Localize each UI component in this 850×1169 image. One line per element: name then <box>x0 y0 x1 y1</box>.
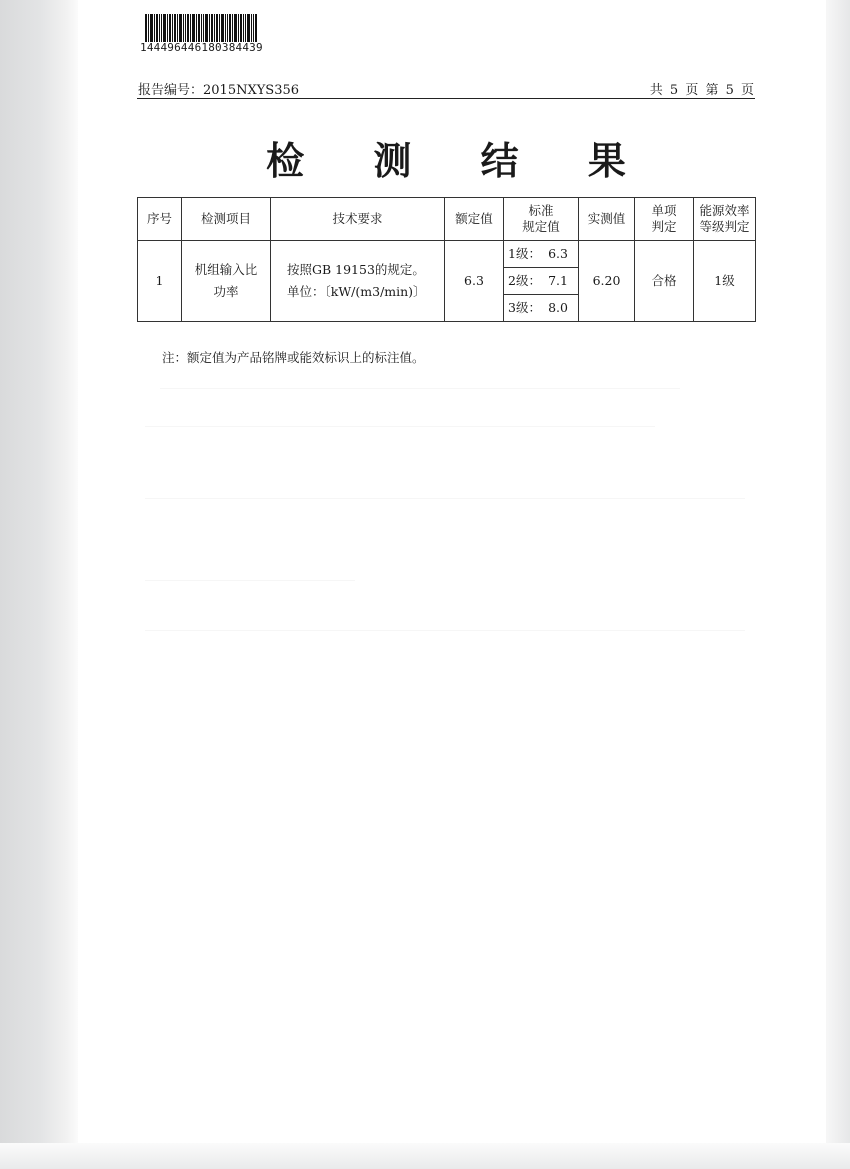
show-through-trace <box>160 388 680 389</box>
cell-item <box>182 241 271 322</box>
header-grade-judgement <box>694 198 756 241</box>
show-through-trace <box>145 580 355 581</box>
show-through-trace <box>145 498 745 499</box>
header-grade-line1: 能源效率 <box>699 203 750 218</box>
header-standard <box>504 198 579 241</box>
header-item: 检测项目 <box>182 198 271 241</box>
standard-grade-3 <box>504 295 578 321</box>
standard-grade-2 <box>504 268 578 295</box>
cell-standard <box>504 241 579 322</box>
standard-grade-2-value: 7.1 <box>548 273 568 288</box>
show-through-trace <box>145 426 655 427</box>
page-title: 检 测 结 果 <box>266 138 654 183</box>
cell-single-judgement: 合格 <box>635 241 694 322</box>
standard-grade-1-value: 6.3 <box>548 246 568 261</box>
cell-requirement-line2: 单位：〔kW/(m3/min)〕 <box>287 284 426 299</box>
results-table <box>137 197 756 322</box>
header-single-line2: 判定 <box>651 219 677 234</box>
header-standard-line2: 规定值 <box>522 219 560 234</box>
standard-grade-3-label: 3级： <box>508 300 541 315</box>
standard-grade-1 <box>504 241 578 268</box>
cell-requirement-line1: 按照GB 19153的规定。 <box>287 262 425 277</box>
report-number: 报告编号：2015NXYS356 <box>138 83 300 98</box>
table-row <box>138 241 756 322</box>
table-header-row <box>138 198 756 241</box>
page-counter: 共 5 页 第 5 页 <box>649 83 754 98</box>
barcode-image <box>145 14 257 42</box>
header-rated: 额定值 <box>445 198 504 241</box>
cell-grade-judgement: 1级 <box>694 241 756 322</box>
header-measured: 实测值 <box>579 198 635 241</box>
header-grade-line2: 等级判定 <box>699 219 750 234</box>
header-single-line1: 单项 <box>651 203 677 218</box>
standard-grade-2-label: 2级： <box>508 273 541 288</box>
header-requirement: 技术要求 <box>271 198 445 241</box>
standard-grade-1-label: 1级： <box>508 246 541 261</box>
header-standard-line1: 标准 <box>528 203 554 218</box>
header-seq: 序号 <box>138 198 182 241</box>
header-divider <box>137 98 755 99</box>
header-single-judgement <box>635 198 694 241</box>
standard-grade-3-value: 8.0 <box>548 300 568 315</box>
cell-item-line1: 机组输入比 <box>194 262 258 277</box>
cell-item-line2: 功率 <box>213 284 239 299</box>
show-through-trace <box>145 630 745 631</box>
cell-seq: 1 <box>138 241 182 322</box>
cell-rated: 6.3 <box>445 241 504 322</box>
footnote: 注：额定值为产品铭牌或能效标识上的标注值。 <box>162 350 425 365</box>
barcode-number: 144496446180384439 <box>140 41 263 54</box>
cell-requirement <box>271 241 445 322</box>
cell-measured: 6.20 <box>579 241 635 322</box>
